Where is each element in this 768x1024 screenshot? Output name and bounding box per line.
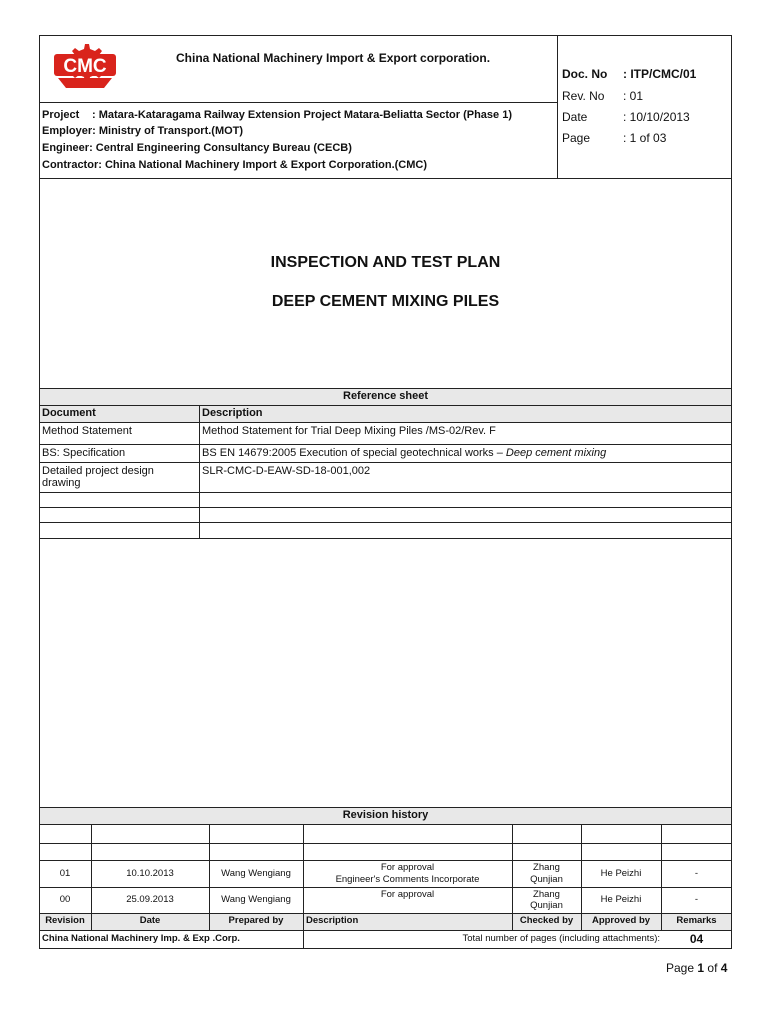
rev-rule-0 bbox=[39, 807, 732, 808]
footer-pages-value: 04 bbox=[689, 932, 704, 946]
rev-row-revision: 01 bbox=[59, 868, 71, 879]
ref-rule-4 bbox=[39, 462, 732, 463]
ref-col-document: Document bbox=[42, 407, 96, 419]
rev-row-approved: He Peizhi bbox=[600, 868, 642, 879]
rev-rule-6 bbox=[39, 930, 732, 931]
rev-header-description: Description bbox=[306, 915, 359, 926]
rev-rule-5 bbox=[39, 913, 732, 914]
date-value: : 10/10/2013 bbox=[623, 110, 690, 124]
doc-no-label: Doc. No bbox=[562, 67, 608, 81]
ref-col-description: Description bbox=[202, 407, 263, 419]
rev-header-revision: Revision bbox=[45, 915, 85, 926]
contractor-line: Contractor: China National Machinery Import & Export Corporation.(CMC) bbox=[42, 159, 428, 171]
rev-row-prepared: Wang Wengiang bbox=[221, 894, 291, 905]
footer-pages-label: Total number of pages (including attachments): bbox=[462, 933, 660, 944]
header-rule bbox=[39, 102, 557, 103]
rev-no-value: : 01 bbox=[623, 89, 644, 103]
rev-header-approved: Approved by bbox=[591, 915, 651, 926]
rev-row-checked: Zhang bbox=[533, 889, 560, 900]
logo-text: CMC bbox=[63, 56, 107, 77]
rev-header-prepared: Prepared by bbox=[228, 915, 284, 926]
ref-rule-7 bbox=[39, 522, 732, 523]
page-current: 1 bbox=[697, 961, 705, 975]
document-subtitle: DEEP CEMENT MIXING PILES bbox=[271, 293, 500, 310]
ref-rule-5 bbox=[39, 492, 732, 493]
ref-row-doc: BS: Specification bbox=[42, 447, 126, 459]
ref-row-doc-line2: drawing bbox=[42, 477, 81, 489]
ref-rule-2 bbox=[39, 422, 732, 423]
page-of: of bbox=[707, 961, 718, 975]
ref-rule-3 bbox=[39, 444, 732, 445]
employer-line: Employer: Ministry of Transport.(MOT) bbox=[42, 125, 244, 137]
ref-row-desc: Method Statement for Trial Deep Mixing Piles /MS-02/Rev. F bbox=[202, 425, 496, 437]
company-name: China National Machinery Import & Export corporation. bbox=[176, 51, 491, 65]
date-label: Date bbox=[562, 110, 588, 124]
rev-row-date: 10.10.2013 bbox=[126, 868, 174, 879]
rev-header-remarks: Remarks bbox=[676, 915, 717, 926]
ref-rule-1 bbox=[39, 405, 732, 406]
rev-no-label: Rev. No bbox=[562, 89, 605, 103]
rev-row-checked-2: Qunjian bbox=[530, 874, 563, 885]
rev-row-checked-2: Qunjian bbox=[530, 900, 563, 911]
ref-row-doc: Method Statement bbox=[42, 425, 132, 437]
reference-colheader-bg bbox=[40, 405, 731, 422]
page-value: : 1 of 03 bbox=[623, 131, 667, 145]
doc-no-value: : ITP/CMC/01 bbox=[623, 67, 697, 81]
rev-row-remarks: - bbox=[694, 894, 699, 905]
rev-row-remarks: - bbox=[694, 868, 699, 879]
ref-col-divider bbox=[199, 405, 200, 538]
header-divider bbox=[557, 35, 558, 178]
project-label: Project bbox=[42, 109, 80, 121]
ref-row-desc-text: BS EN 14679:2005 Execution of special geotechnical works – bbox=[202, 447, 506, 459]
ref-rule-6 bbox=[39, 507, 732, 508]
reference-heading: Reference sheet bbox=[343, 390, 428, 402]
rev-row-prepared: Wang Wengiang bbox=[221, 868, 291, 879]
header-bottom-rule bbox=[39, 178, 732, 179]
ref-row-doc: Detailed project design bbox=[42, 465, 154, 477]
page-prefix: Page bbox=[666, 961, 695, 975]
rev-row-revision: 00 bbox=[59, 894, 71, 905]
rev-row-description: For approval bbox=[380, 889, 435, 900]
document-title: INSPECTION AND TEST PLAN bbox=[270, 254, 501, 271]
rev-row-date: 25.09.2013 bbox=[126, 894, 174, 905]
rev-row-description-2: Engineer's Comments Incorporate bbox=[335, 874, 480, 885]
rev-header-date: Date bbox=[139, 915, 161, 926]
page-label: Page bbox=[562, 131, 591, 145]
engineer-line: Engineer: Central Engineering Consultancy Bureau (CECB) bbox=[42, 142, 352, 154]
footer-company: China National Machinery Imp. & Exp .Corp. bbox=[42, 933, 240, 944]
rev-row-checked: Zhang bbox=[533, 862, 560, 873]
rev-rule-1 bbox=[39, 824, 732, 825]
rev-rule-4 bbox=[39, 887, 732, 888]
rev-header-checked: Checked by bbox=[519, 915, 574, 926]
ref-rule-top bbox=[39, 388, 732, 389]
page-total: 4 bbox=[720, 961, 728, 975]
gear-logo-icon bbox=[50, 40, 120, 92]
page-number bbox=[666, 961, 727, 975]
rev-col-3 bbox=[303, 824, 304, 949]
rev-rule-2 bbox=[39, 843, 732, 844]
rev-rule-3 bbox=[39, 860, 732, 861]
ref-row-desc-italic: Deep cement mixing bbox=[505, 447, 607, 459]
ref-row-desc bbox=[202, 447, 606, 459]
rev-row-approved: He Peizhi bbox=[600, 894, 642, 905]
ref-row-desc: SLR-CMC-D-EAW-SD-18-001,002 bbox=[202, 465, 371, 477]
revision-heading: Revision history bbox=[342, 809, 429, 821]
ref-rule-8 bbox=[39, 538, 732, 539]
project-value: : Matara-Kataragama Railway Extension Project Matara-Beliatta Sector (Phase 1) bbox=[92, 109, 512, 121]
rev-row-description: For approval bbox=[380, 862, 435, 873]
company-logo bbox=[50, 40, 120, 92]
